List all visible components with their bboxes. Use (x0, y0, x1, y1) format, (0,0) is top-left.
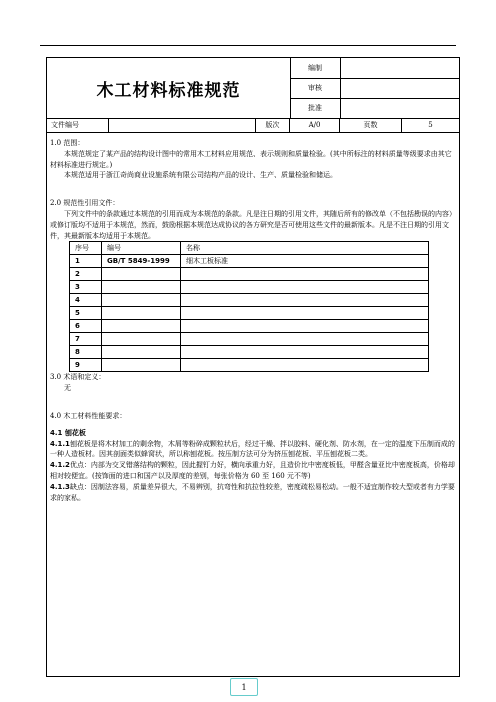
table-cell: 2 (70, 268, 102, 281)
table-cell (102, 359, 181, 372)
table-row (70, 307, 429, 320)
table-row (70, 320, 429, 333)
section-heading: 2.0 规范性引用文件： (50, 199, 120, 208)
clause-number: 4.1.2 (50, 461, 70, 470)
signoff-row-approved (290, 98, 459, 118)
table-cell (102, 281, 181, 294)
table-cell (102, 333, 181, 346)
reference-table (69, 241, 429, 372)
signoff-label: 编制 (290, 58, 341, 78)
table-row (70, 294, 429, 307)
table-cell (102, 294, 181, 307)
table-cell (181, 359, 429, 372)
section-heading: 3.0 术语和定义： (50, 373, 106, 382)
paragraph: 本规范规定了某产品的结构设计图中的常用木工材料应用规范、表示规则和质量检验。(其中所标注的材料质量等级要求由其它材料标准进行规定。) (50, 149, 452, 169)
table-header-row (70, 242, 429, 255)
table-cell: 1 (70, 255, 102, 268)
table-cell: 细木工板标准 (181, 255, 429, 268)
table-cell (181, 268, 429, 281)
table-row (70, 346, 429, 359)
table-cell (102, 268, 181, 281)
version-value: A/0 (290, 118, 340, 132)
table-row (70, 281, 429, 294)
doc-no-label: 文件编号 (47, 118, 109, 132)
table-cell (181, 333, 429, 346)
table-row (70, 359, 429, 372)
table-cell: 4 (70, 294, 102, 307)
header-rule (40, 45, 456, 46)
table-cell (102, 320, 181, 333)
version-label: 版次 (256, 118, 290, 132)
table-cell: 8 (70, 346, 102, 359)
clause-text: 优点：内部为交叉错落结构的颗粒，因此握钉力好，横向承重力好，且造价比中密度板低，甲醛含量亚比中密度板高，价格却相对较便宜。(按饰面的进口和国产以及厚度的差别，每张价格为 60 至 160 元不等) (50, 461, 455, 480)
section-heading: 4.0 木工材料性能要求： (50, 411, 127, 420)
paragraph: 本规范适用于浙江奇尚商业设施系统有限公司结构产品的设计、生产、质量检验和储运。 (64, 171, 337, 180)
pages-label: 页数 (340, 118, 402, 132)
clause-4-1-1 (50, 439, 458, 461)
table-cell: GB/T 5849-1999 (102, 255, 181, 268)
table-cell (102, 307, 181, 320)
paragraph: 下列文件中的条款通过本规范的引用而成为本规范的条款。凡是注日期的引用文件，其随后所有的修改单（不包括勘误的内容）或修订版均不适用于本规范，然而，鼓励根据本规范达成协议的各方研究是否可使用这些文件的最新版本。凡是不注日期的引用文件，其最新版本均适用于本规范。 (50, 209, 456, 240)
pages-value: 5 (428, 121, 433, 129)
table-cell: 5 (70, 307, 102, 320)
section-heading: 1.0 范围： (50, 139, 85, 147)
table-row (70, 255, 429, 268)
signoff-row-prepared (290, 58, 459, 79)
clause-4-1-3 (50, 482, 458, 504)
signoff-row-reviewed (290, 78, 459, 99)
table-header-cell: 编号 (102, 242, 181, 255)
table-header-cell: 序号 (70, 242, 102, 255)
document-frame (46, 57, 460, 677)
clause-number: 4.1.1 (50, 439, 70, 448)
signoff-label: 审核 (290, 78, 341, 98)
clause-text: 刨花板是将木材加工的剩余物，木屑等粉碎成颗粒状后，经过干燥、拌以胶料、硬化剂、防水剂，在一定的温度下压制而成的一种人造板材。因其剖面类似蜂窝状，所以称刨花板。按压制方法可分为挤压刨花板、平压刨花板二类。 (50, 439, 455, 459)
subsection-heading: 4.1 刨花板 (50, 428, 86, 437)
table-cell (102, 346, 181, 359)
table-cell (181, 294, 429, 307)
signoff-label: 批准 (290, 98, 341, 118)
document-title: 木工材料标准规范 (47, 58, 291, 118)
table-cell (181, 346, 429, 359)
table-header-cell: 名称 (181, 242, 429, 255)
table-row (70, 333, 429, 346)
table-cell: 6 (70, 320, 102, 333)
doc-no-value (109, 118, 256, 132)
table-cell: 3 (70, 281, 102, 294)
paragraph: 无 (64, 384, 71, 393)
table-cell (181, 307, 429, 320)
table-cell (181, 320, 429, 333)
clause-number: 4.1.3 (50, 482, 70, 491)
page-number: 1 (230, 678, 258, 696)
table-cell (181, 281, 429, 294)
title-block (47, 58, 459, 119)
document-info-row (47, 118, 459, 133)
table-cell: 7 (70, 333, 102, 346)
document-body (50, 138, 458, 503)
table-cell: 9 (70, 359, 102, 372)
clause-text: 缺点：因制法容易，质量差异很大，不易辨别，抗弯性和抗拉性较差，密度疏松易松动。一般不适宜制作较大型或者有力学要求的家私。 (50, 482, 455, 502)
table-row (70, 268, 429, 281)
clause-4-1-2 (50, 460, 458, 482)
